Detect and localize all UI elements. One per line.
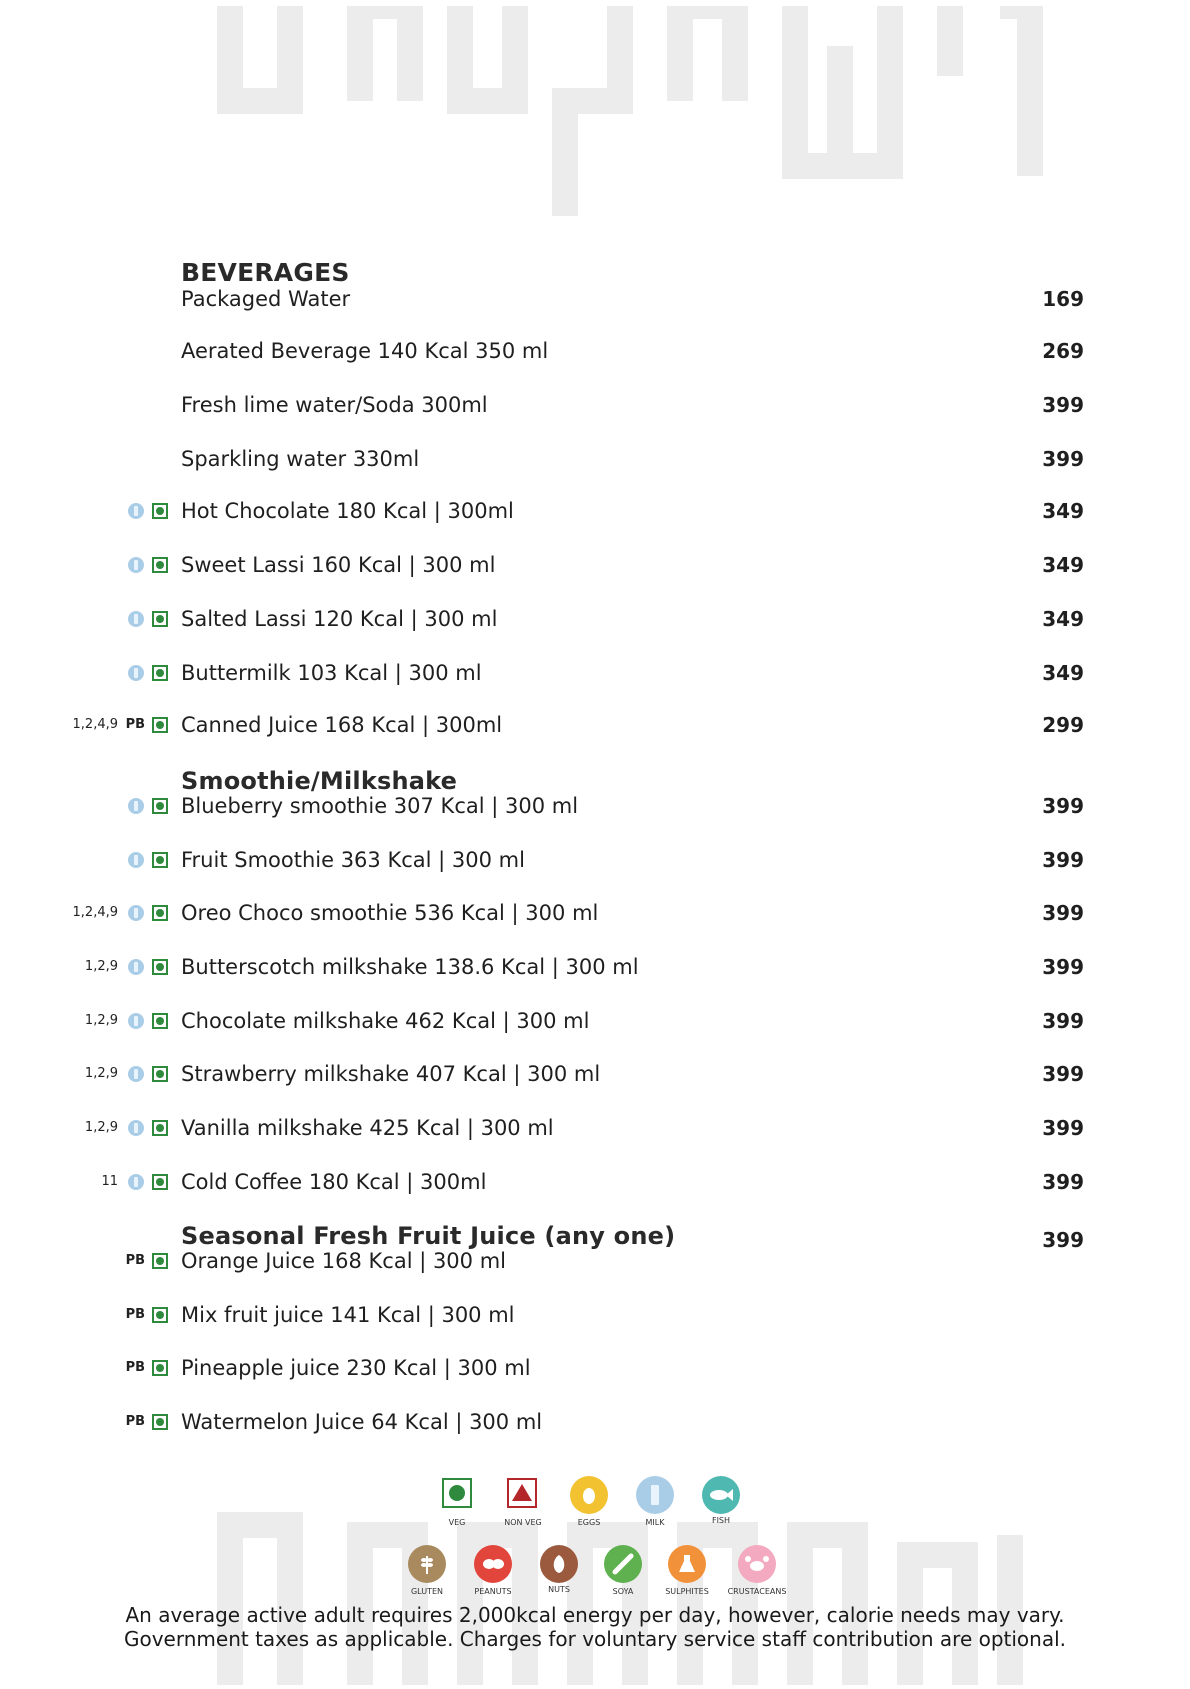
milk-icon xyxy=(128,1174,144,1190)
legend-label: MILK xyxy=(645,1518,665,1527)
menu-item-name: Salted Lassi 120 Kcal | 300 ml xyxy=(181,607,498,631)
allergen-codes: 1,2,4,9 xyxy=(72,717,118,732)
veg-icon xyxy=(152,1066,168,1082)
menu-item xyxy=(0,1300,1190,1330)
veg-icon xyxy=(152,1360,168,1376)
plant-based-badge: PB xyxy=(125,1307,145,1322)
allergen-codes: 1,2,9 xyxy=(84,1120,118,1135)
menu-item-name: Buttermilk 103 Kcal | 300 ml xyxy=(181,661,482,685)
menu-item-name: Strawberry milkshake 407 Kcal | 300 ml xyxy=(181,1062,601,1086)
menu-item-price: 399 xyxy=(1042,901,1084,925)
menu-item-price: 169 xyxy=(1042,287,1084,311)
menu-item-price: 269 xyxy=(1042,339,1084,363)
watermark-top xyxy=(210,6,1070,216)
veg-icon xyxy=(152,557,168,573)
veg-icon xyxy=(152,798,168,814)
menu-item-price: 399 xyxy=(1042,1116,1084,1140)
menu-item xyxy=(0,444,1190,474)
menu-item xyxy=(0,336,1190,366)
menu-item-price: 399 xyxy=(1042,794,1084,818)
allergen-codes: 1,2,9 xyxy=(84,959,118,974)
menu-item xyxy=(0,1246,1190,1276)
legend-label: CRUSTACEANS xyxy=(727,1587,787,1596)
veg-icon xyxy=(152,1253,168,1269)
menu-item xyxy=(0,845,1190,875)
veg-icon xyxy=(152,1013,168,1029)
veg-icon xyxy=(152,665,168,681)
footer-calorie-note: An average active adult requires 2,000kcal energy per day, however, calorie needs may vary. xyxy=(125,1603,1065,1627)
legend-label: NON VEG xyxy=(504,1518,542,1527)
menu-item xyxy=(0,550,1190,580)
milk-icon xyxy=(128,959,144,975)
menu-item-name: Sparkling water 330ml xyxy=(181,447,420,471)
milk-icon xyxy=(128,503,144,519)
menu-item-name: Fruit Smoothie 363 Kcal | 300 ml xyxy=(181,848,525,872)
veg-icon xyxy=(152,959,168,975)
veg-icon xyxy=(442,1478,472,1508)
veg-icon xyxy=(152,1414,168,1430)
menu-item-name: Pineapple juice 230 Kcal | 300 ml xyxy=(181,1356,531,1380)
veg-icon xyxy=(152,611,168,627)
menu-item-name: Vanilla milkshake 425 Kcal | 300 ml xyxy=(181,1116,554,1140)
menu-item-name: Mix fruit juice 141 Kcal | 300 ml xyxy=(181,1303,515,1327)
menu-item-name: Blueberry smoothie 307 Kcal | 300 ml xyxy=(181,794,579,818)
egg-icon xyxy=(570,1476,608,1514)
legend-label: EGGS xyxy=(577,1518,601,1527)
footer-tax-note: Government taxes as applicable. Charges for voluntary service staff contribution are optional. xyxy=(123,1627,1067,1651)
menu-item-price: 399 xyxy=(1042,1009,1084,1033)
menu-item-price: 399 xyxy=(1042,1170,1084,1194)
menu-item-price: 299 xyxy=(1042,713,1084,737)
menu-item xyxy=(0,710,1190,740)
menu-item-name: Sweet Lassi 160 Kcal | 300 ml xyxy=(181,553,496,577)
menu-item xyxy=(0,284,1190,314)
menu-item xyxy=(0,898,1190,928)
section-heading: Seasonal Fresh Fruit Juice (any one) xyxy=(181,1222,676,1250)
milk-icon xyxy=(128,798,144,814)
milk-icon xyxy=(128,611,144,627)
milk-icon xyxy=(128,1120,144,1136)
sulphite-icon xyxy=(668,1545,706,1583)
crab-icon xyxy=(738,1545,776,1583)
menu-item-name: Cold Coffee 180 Kcal | 300ml xyxy=(181,1170,487,1194)
menu-item-name: Chocolate milkshake 462 Kcal | 300 ml xyxy=(181,1009,590,1033)
section-heading: Smoothie/Milkshake xyxy=(181,767,458,795)
menu-item-price: 349 xyxy=(1042,661,1084,685)
menu-item-name: Oreo Choco smoothie 536 Kcal | 300 ml xyxy=(181,901,599,925)
legend-label: SULPHITES xyxy=(665,1587,709,1596)
veg-icon xyxy=(152,905,168,921)
menu-item-name: Butterscotch milkshake 138.6 Kcal | 300 ml xyxy=(181,955,639,979)
allergen-codes: 11 xyxy=(101,1174,118,1189)
soya-icon xyxy=(604,1545,642,1583)
menu-item-name: Aerated Beverage 140 Kcal 350 ml xyxy=(181,339,549,363)
menu-item-price: 349 xyxy=(1042,607,1084,631)
nut-icon xyxy=(540,1545,578,1583)
menu-item-price: 399 xyxy=(1042,848,1084,872)
section-price: 399 xyxy=(1042,1228,1084,1252)
section-heading-beverages: BEVERAGES xyxy=(181,258,350,287)
peanut-icon xyxy=(474,1545,512,1583)
legend-label: SOYA xyxy=(612,1587,634,1596)
allergen-codes: 1,2,9 xyxy=(84,1066,118,1081)
milk-icon xyxy=(128,905,144,921)
veg-icon xyxy=(152,1120,168,1136)
milk-icon xyxy=(128,1013,144,1029)
menu-item-price: 349 xyxy=(1042,499,1084,523)
milk-icon xyxy=(636,1476,674,1514)
menu-item-price: 399 xyxy=(1042,447,1084,471)
non-veg-icon xyxy=(507,1478,537,1508)
allergen-codes: 1,2,9 xyxy=(84,1013,118,1028)
allergen-codes: 1,2,4,9 xyxy=(72,905,118,920)
plant-based-badge: PB xyxy=(125,1360,145,1375)
legend-label: VEG xyxy=(448,1518,466,1527)
menu-item-name: Orange Juice 168 Kcal | 300 ml xyxy=(181,1249,506,1273)
veg-icon xyxy=(152,1307,168,1323)
menu-item xyxy=(0,1407,1190,1437)
veg-icon xyxy=(152,852,168,868)
menu-item-name: Fresh lime water/Soda 300ml xyxy=(181,393,488,417)
milk-icon xyxy=(128,1066,144,1082)
legend-label: PEANUTS xyxy=(474,1587,512,1596)
legend-label: GLUTEN xyxy=(410,1587,444,1596)
menu-item xyxy=(0,1167,1190,1197)
menu-item-name: Hot Chocolate 180 Kcal | 300ml xyxy=(181,499,514,523)
milk-icon xyxy=(128,557,144,573)
veg-icon xyxy=(152,1174,168,1190)
plant-based-badge: PB xyxy=(125,1414,145,1429)
menu-item xyxy=(0,1059,1190,1089)
veg-icon xyxy=(152,503,168,519)
menu-item-price: 399 xyxy=(1042,1062,1084,1086)
menu-item xyxy=(0,791,1190,821)
menu-item xyxy=(0,1113,1190,1143)
menu-item-price: 399 xyxy=(1042,393,1084,417)
menu-item-price: 349 xyxy=(1042,553,1084,577)
menu-item-name: Packaged Water xyxy=(181,287,351,311)
menu-item xyxy=(0,658,1190,688)
menu-item xyxy=(0,496,1190,526)
wheat-icon xyxy=(408,1545,446,1583)
menu-item xyxy=(0,604,1190,634)
legend-label: FISH xyxy=(711,1516,731,1525)
menu-item-price: 399 xyxy=(1042,955,1084,979)
menu-item xyxy=(0,1353,1190,1383)
plant-based-badge: PB xyxy=(125,717,145,732)
menu-item xyxy=(0,1006,1190,1036)
menu-item-name: Watermelon Juice 64 Kcal | 300 ml xyxy=(181,1410,543,1434)
legend-label: NUTS xyxy=(548,1585,570,1594)
milk-icon xyxy=(128,665,144,681)
menu-item xyxy=(0,952,1190,982)
menu-item xyxy=(0,390,1190,420)
veg-icon xyxy=(152,717,168,733)
fish-icon xyxy=(702,1476,740,1514)
milk-icon xyxy=(128,852,144,868)
menu-item-name: Canned Juice 168 Kcal | 300ml xyxy=(181,713,503,737)
plant-based-badge: PB xyxy=(125,1253,145,1268)
